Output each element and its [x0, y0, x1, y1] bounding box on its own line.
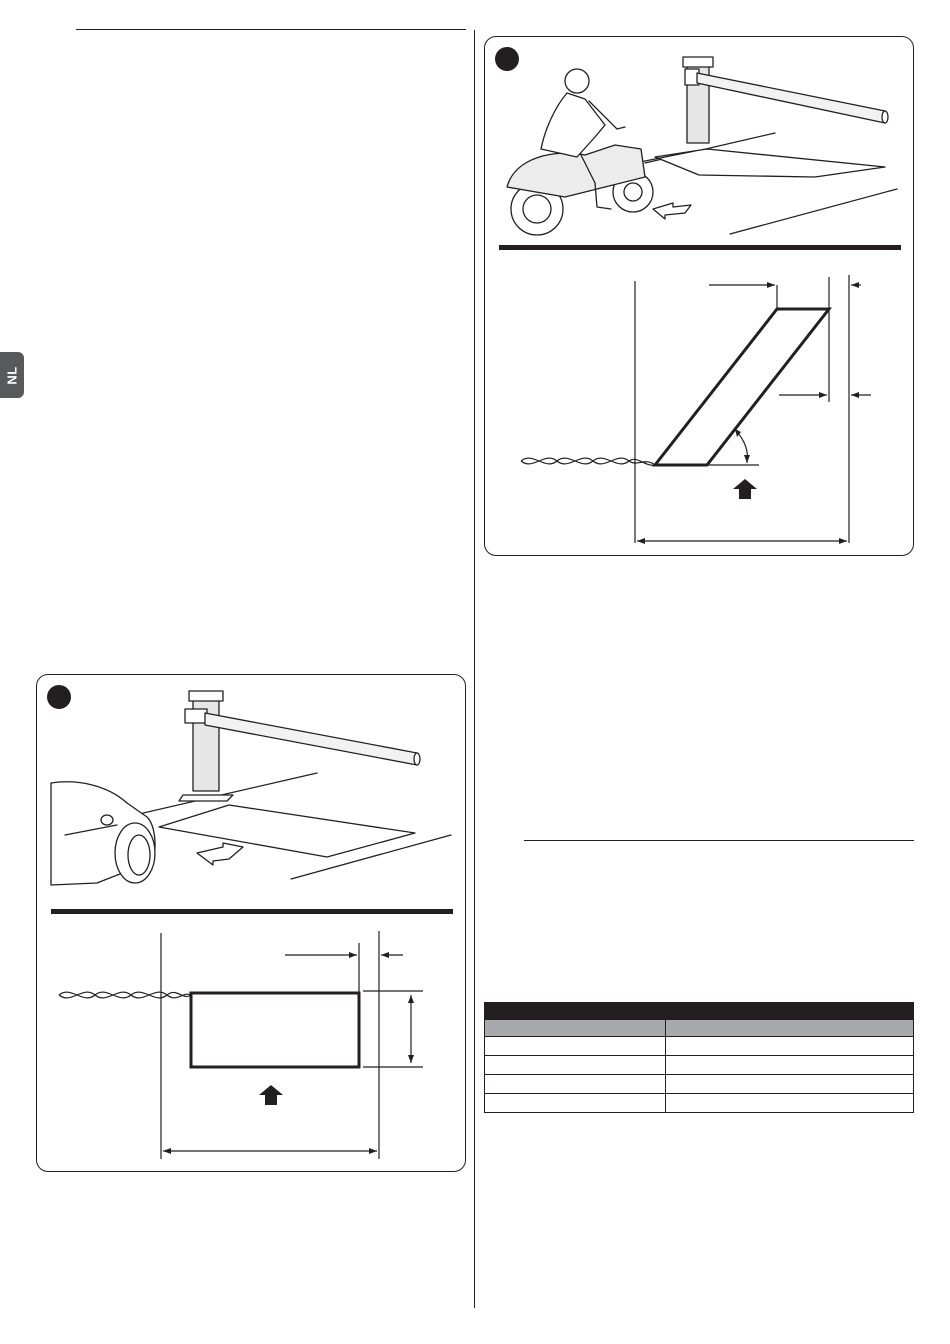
loop-dimensions-table	[484, 1002, 914, 1113]
table-row	[485, 1075, 914, 1094]
table-title-row	[485, 1003, 914, 1020]
table-row	[485, 1094, 914, 1113]
rectangular-loop-schematic	[37, 675, 465, 1171]
figure-motorcycle	[484, 36, 914, 556]
header-rule-left	[76, 29, 466, 30]
column-divider	[474, 30, 475, 1308]
table-header-row	[485, 1020, 914, 1037]
section-rule-right	[524, 840, 914, 841]
table-row	[485, 1056, 914, 1075]
diagonal-loop-schematic	[485, 37, 913, 555]
language-tab	[0, 352, 24, 398]
figure-car	[36, 674, 466, 1172]
table-row	[485, 1037, 914, 1056]
language-label: NL	[4, 365, 20, 385]
